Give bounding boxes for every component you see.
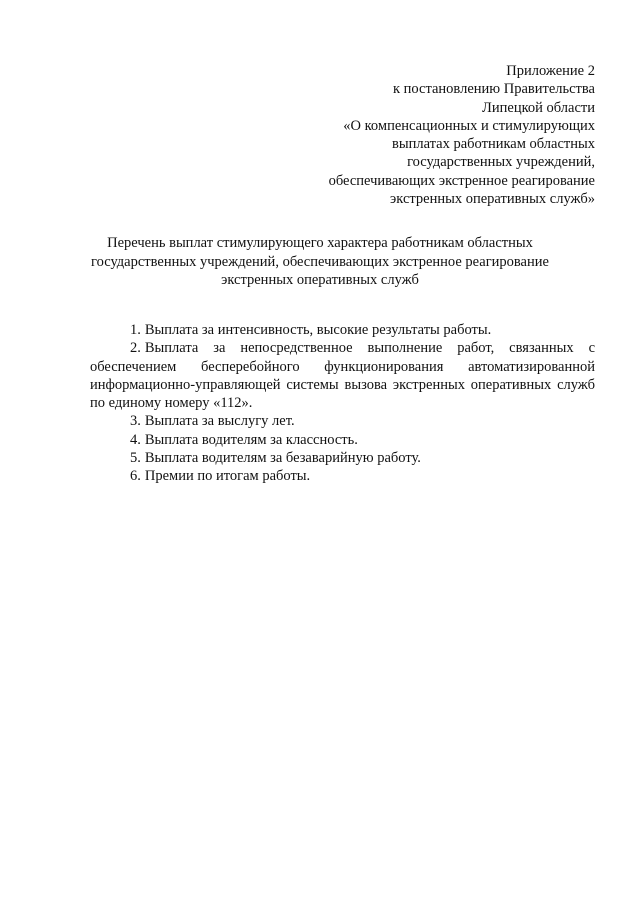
item-text: Выплата за интенсивность, высокие результаты работы. — [144, 322, 492, 338]
item-text: Выплата за выслугу лет. — [144, 413, 295, 430]
title-line: государственных учреждений, обеспечивающих экстренное реагирование — [91, 253, 549, 270]
appendix-header — [329, 62, 595, 208]
payments-list — [90, 321, 595, 486]
item-number: 2. — [130, 340, 141, 357]
item-text: Выплата за непосредственное выполнение работ, связанных с обеспечением бесперебойного функционирования автоматизированной информационно-управляющей системы вызова экстренных оперативных служб по единому номеру «112». — [90, 340, 595, 412]
list-item — [90, 467, 595, 485]
appendix-line: государственных учреждений, — [407, 154, 595, 171]
appendix-line: к постановлению Правительства — [393, 81, 595, 98]
list-item — [90, 431, 595, 449]
title-line: экстренных оперативных служб — [221, 272, 419, 288]
appendix-line: экстренных оперативных служб» — [390, 191, 595, 208]
list-item — [90, 339, 595, 412]
appendix-line: выплатах работникам областных — [392, 136, 595, 153]
item-number: 1. — [130, 322, 141, 338]
list-item — [90, 449, 595, 467]
appendix-line: Приложение 2 — [506, 63, 595, 79]
item-number: 6. — [130, 468, 141, 485]
document-title — [90, 234, 550, 290]
title-line: Перечень выплат стимулирующего характера работникам областных — [107, 235, 533, 251]
item-number: 4. — [130, 431, 141, 448]
list-item — [90, 412, 595, 430]
item-text: Выплата водителям за безаварийную работу. — [144, 450, 421, 467]
list-item — [90, 321, 595, 339]
appendix-line: обеспечивающих экстренное реагирование — [328, 172, 595, 189]
item-number: 3. — [130, 413, 141, 430]
appendix-line: «О компенсационных и стимулирующих — [343, 117, 595, 134]
item-text: Выплата водителям за классность. — [144, 431, 358, 448]
item-text: Премии по итогам работы. — [144, 468, 311, 485]
item-number: 5. — [130, 450, 141, 467]
appendix-line: Липецкой области — [482, 99, 595, 116]
